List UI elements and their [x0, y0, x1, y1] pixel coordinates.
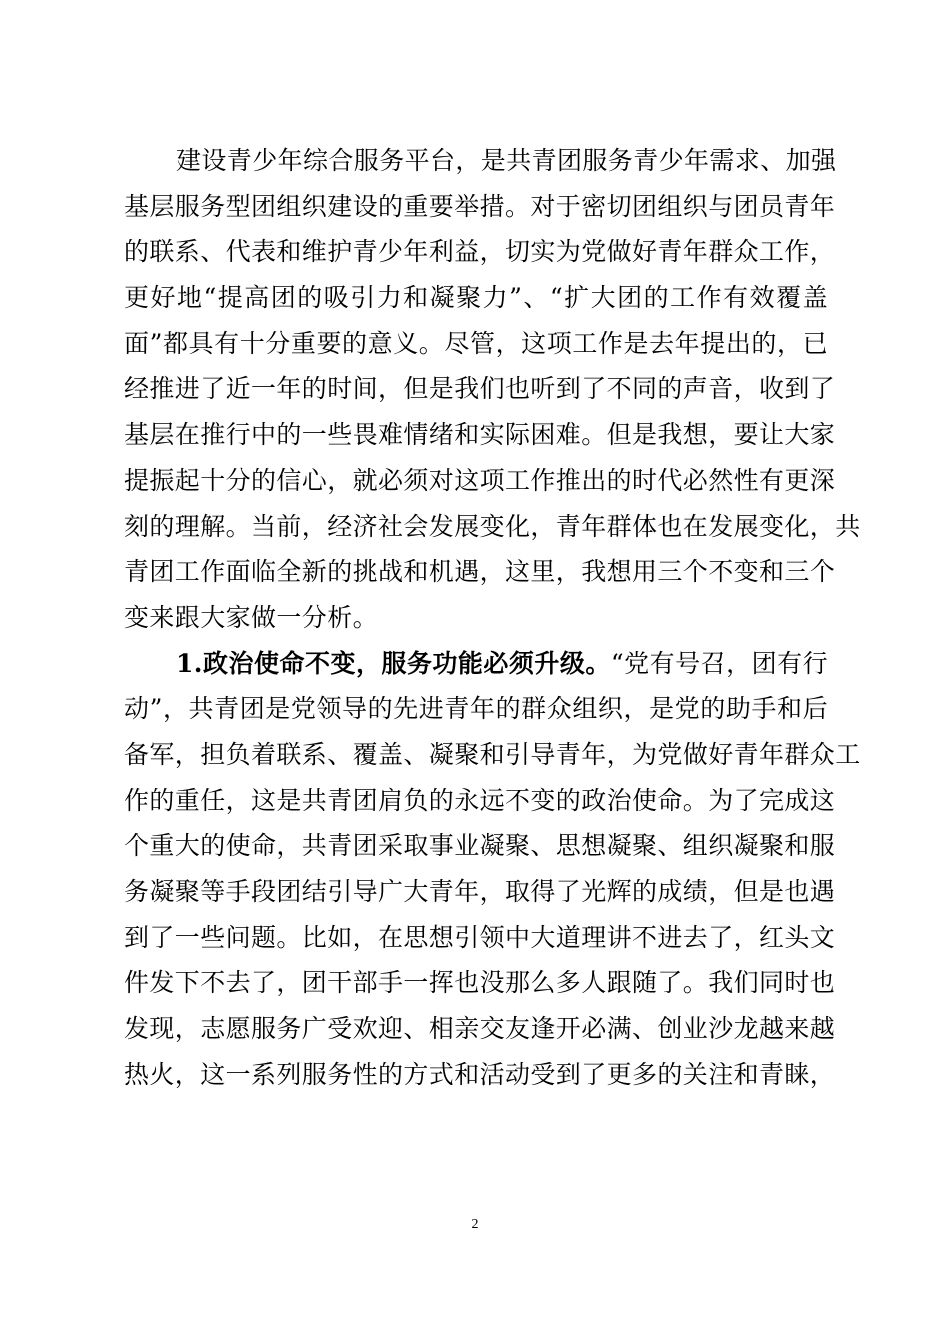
paragraph-line: 变来跟大家做一分析。	[124, 602, 379, 632]
paragraph-line: 作的重任，这是共青团肩负的永远不变的政治使命。为了完成这	[124, 785, 836, 815]
paragraph-line: 到了一些问题。比如，在思想引领中大道理讲不进去了，红头文	[124, 922, 836, 952]
paragraph-line: 经推进了近一年的时间，但是我们也听到了不同的声音，收到了	[124, 374, 836, 404]
paragraph-1	[124, 138, 861, 641]
paragraph-line: 刻的理解。当前，经济社会发展变化，青年群体也在发展变化，共	[124, 511, 861, 541]
paragraph-line: 个重大的使命，共青团采取事业凝聚、思想凝聚、组织凝聚和服	[124, 831, 836, 861]
paragraph-line: 备军，担负着联系、覆盖、凝聚和引导青年，为党做好青年群众工	[124, 739, 861, 769]
paragraph-line: 动”，共青团是党领导的先进青年的群众组织，是党的助手和后	[124, 694, 828, 724]
paragraph-first-line	[124, 641, 828, 687]
body-text	[124, 138, 861, 1097]
page-number: 2	[471, 1217, 479, 1232]
paragraph-line: 务凝聚等手段团结引导广大青年，取得了光辉的成绩，但是也遇	[124, 877, 836, 906]
paragraph-line: 件发下不去了，团干部手一挥也没那么多人跟随了。我们同时也	[124, 968, 836, 998]
paragraph-line: 基层在推行中的一些畏难情绪和实际困难。但是我想，要让大家	[124, 420, 836, 450]
paragraph-line: 提振起十分的信心，就必须对这项工作推出的时代必然性有更深	[124, 465, 836, 495]
paragraph-line: 更好地“提高团的吸引力和凝聚力”、“扩大团的工作有效覆盖	[124, 283, 828, 313]
paragraph-line: 热火，这一系列服务性的方式和活动受到了更多的关注和青睐，	[124, 1059, 836, 1089]
paragraph-2	[124, 641, 861, 1098]
paragraph-line: 面”都具有十分重要的意义。尽管，这项工作是去年提出的，已	[124, 328, 828, 358]
paragraph-line: 青团工作面临全新的挑战和机遇，这里，我想用三个不变和三个	[124, 557, 836, 587]
paragraph-line: 基层服务型团组织建设的重要举措。对于密切团组织与团员青年	[124, 191, 836, 221]
paragraph-line: 的联系、代表和维护青少年利益，切实为党做好青年群众工作，	[124, 237, 836, 267]
heading-line-text: “党有号召，团有行	[610, 648, 828, 678]
paragraph-line: 发现，志愿服务广受欢迎、相亲交友逢开必满、创业沙龙越来越	[124, 1014, 836, 1044]
paragraph-line: 建设青少年综合服务平台，是共青团服务青少年需求、加强	[176, 146, 837, 175]
section-heading: 1.政治使命不变，服务功能必须升级。	[176, 648, 611, 678]
